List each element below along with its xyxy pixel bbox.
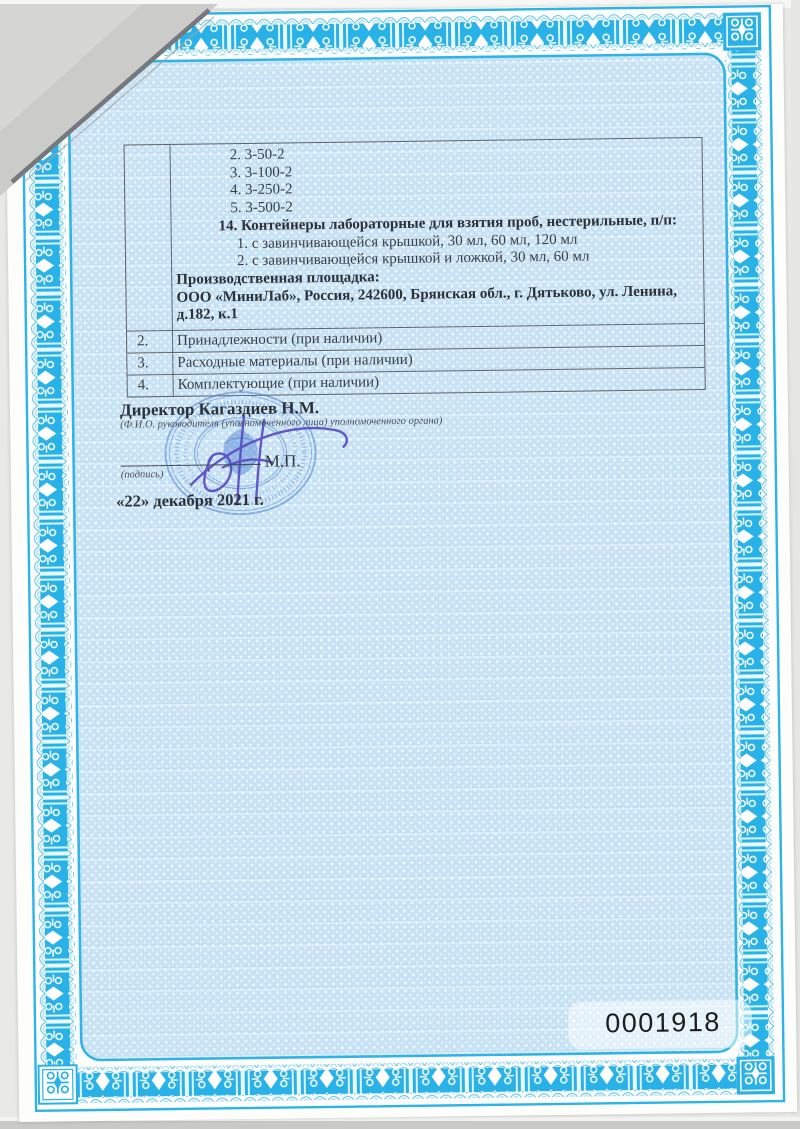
item-line: 2. 3-50-2 — [229, 146, 285, 164]
director-caption: (Ф.И.О. руководителя (уполномоченного лица) уполномоченного органа) — [120, 415, 443, 431]
row-number: 4. — [128, 375, 174, 397]
item-14-subitem: 2. с завинчивающейся крышкой и ложкой, 30 мл, 60 мл — [236, 248, 590, 270]
table-cell-content — [171, 138, 704, 330]
signature-caption: (подпись) — [120, 469, 164, 481]
mp-label: М.П. — [264, 451, 301, 471]
item-line: 4. 3-250-2 — [230, 181, 293, 199]
corner-ornament-bottom-left — [39, 1065, 77, 1103]
row-label: Расходные материалы (при наличии) — [177, 351, 413, 371]
director-line: Директор Кагаздиев Н.М. — [119, 398, 320, 420]
date-line: «22» декабря 2021 г. — [116, 489, 264, 511]
row-number: 3. — [127, 353, 173, 375]
production-site-label: Производственная площадка: — [176, 269, 380, 288]
item-line: 5. 3-500-2 — [230, 199, 293, 217]
row-number: 2. — [127, 331, 173, 353]
signature-line — [121, 451, 261, 467]
item-14-subitem: 1. с завинчивающейся крышкой, 30 мл, 60 мл, 120 мл — [236, 231, 578, 252]
item-14-heading: 14. Контейнеры лабораторные для взятия проб, нестерильные, п/п: — [218, 212, 678, 235]
page-fold-corner — [0, 0, 230, 205]
production-site-value: ООО «МиниЛаб», Россия, 242600, Брянская обл., г. Дятьково, ул. Ленина, д.182, к.1 — [176, 282, 678, 324]
row-label: Комплектующие (при наличии) — [177, 374, 380, 393]
row-label: Принадлежности (при наличии) — [176, 330, 383, 349]
corner-ornament-top-right — [723, 12, 761, 50]
serial-number: 0001918 — [605, 1006, 722, 1039]
item-line: 3. 3-100-2 — [229, 164, 293, 181]
corner-ornament-bottom-right — [736, 1056, 774, 1094]
